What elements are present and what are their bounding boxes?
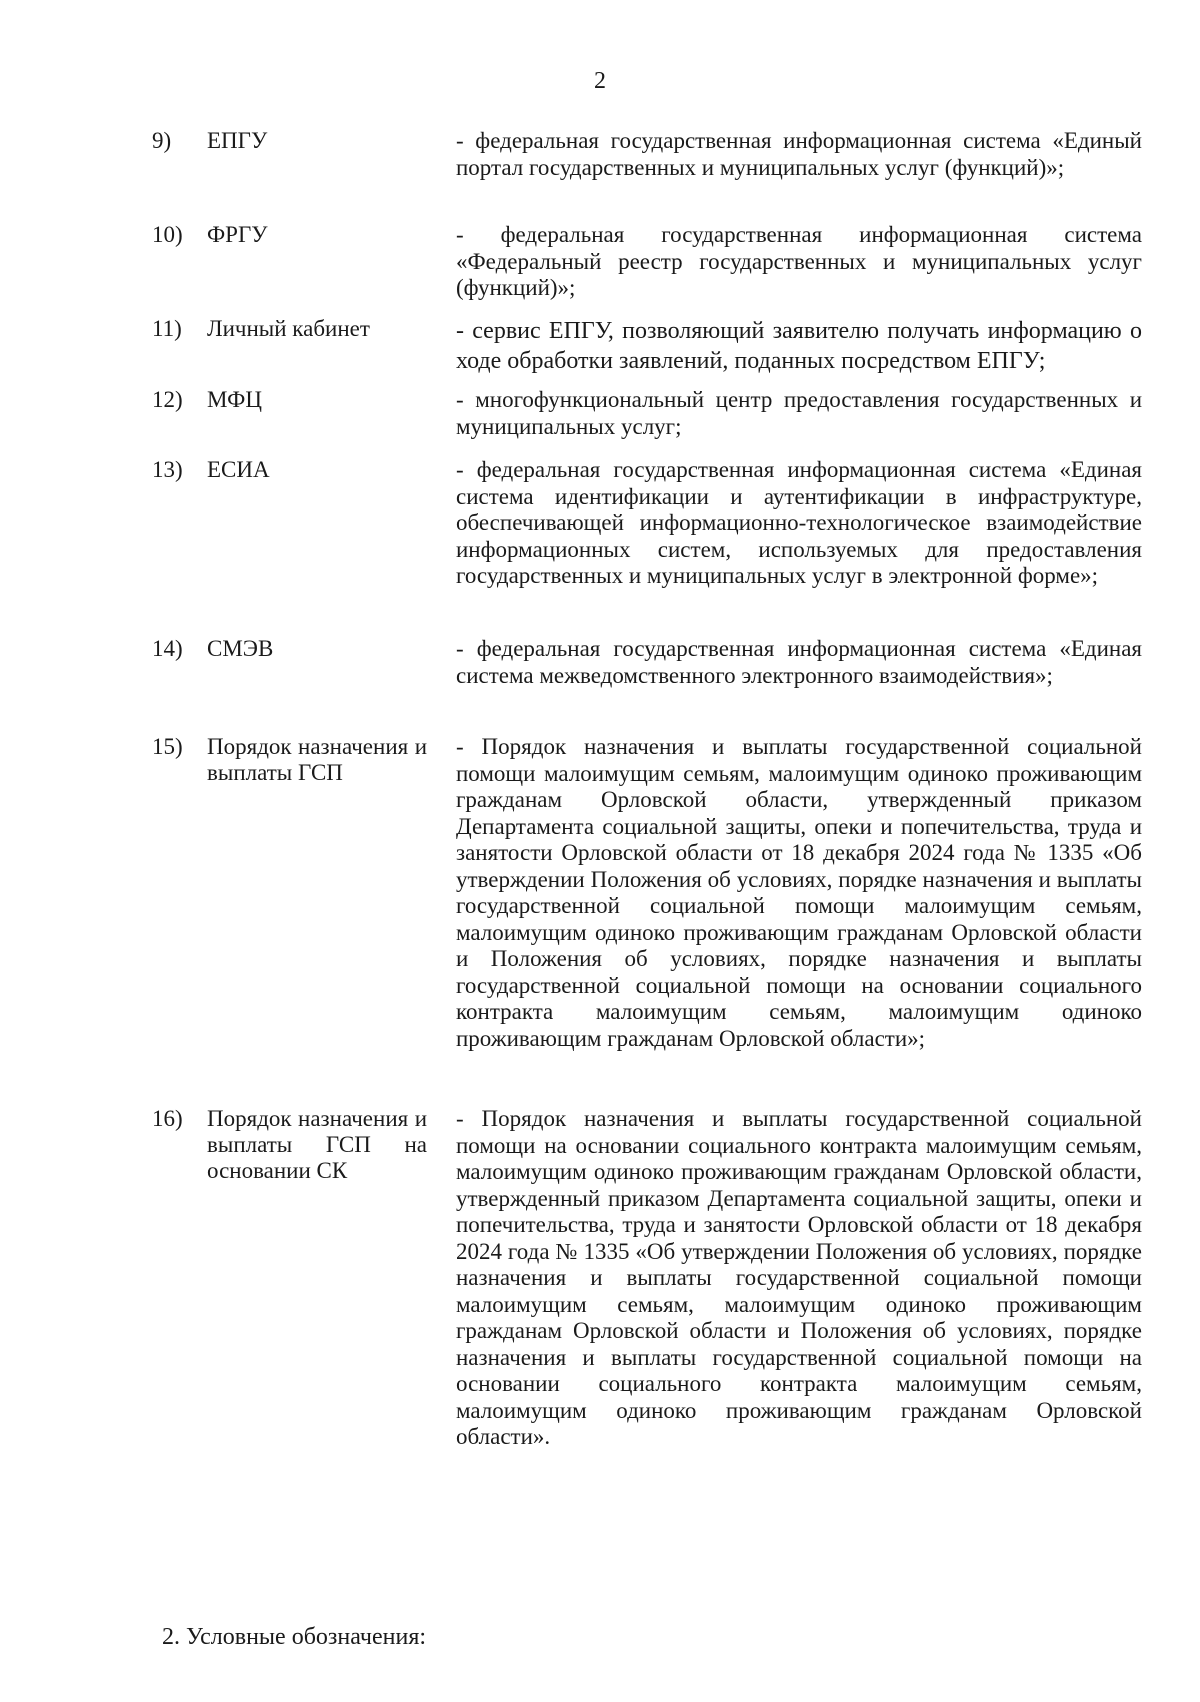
item-term: ФРГУ	[207, 222, 268, 247]
item-definition: - федеральная государственная информационная система «Единый портал государственных и муниципальных услуг (функций)»;	[456, 128, 1142, 180]
item-number: 15)	[152, 734, 183, 759]
item-term: Личный кабинет	[207, 316, 370, 341]
item-definition: - Порядок назначения и выплаты государственной социальной помощи на основании социального контракта малоимущим семьям, малоимущим одиноко проживающим гражданам Орловской области, утвержденный приказом Департамента социальной защиты, опеки и попечительства, труда и занятости Орловской области от 18 декабря 2024 года № 1335 «Об утверждении Положения об условиях, порядке назначения и выплаты государственной социальной помощи малоимущим семьям, малоимущим одиноко проживающим гражданам Орловской области и Положения об условиях, порядке назначения и выплаты государственной социальной помощи на основании социального контракта малоимущим семьям, малоимущим одиноко проживающим гражданам Орловской области».	[456, 1106, 1142, 1449]
item-term: Порядок назначения и выплаты ГСП	[207, 734, 427, 785]
item-number: 9)	[152, 128, 172, 153]
item-number: 10)	[152, 222, 183, 247]
item-number: 12)	[152, 387, 183, 412]
item-term: Порядок назначения и выплаты ГСП на основании СК	[207, 1106, 427, 1183]
item-definition: - федеральная государственная информационная система «Единая система межведомственного электронного взаимодействия»;	[456, 636, 1142, 688]
item-definition: - федеральная государственная информационная система «Федеральный реестр государственных и муниципальных услуг (функций)»;	[456, 222, 1142, 300]
item-definition: - сервис ЕПГУ, позволяющий заявителю получать информацию о ходе обработки заявлений, поданных посредством ЕПГУ;	[456, 318, 1142, 374]
page-number: 2	[594, 68, 606, 94]
item-number: 16)	[152, 1106, 183, 1131]
item-number: 14)	[152, 636, 183, 661]
item-definition: - федеральная государственная информационная система «Единая система идентификации и аутентификации в инфраструктуре, обеспечивающей информационно-технологическое взаимодействие информационных систем, используемых для предоставления государственных и муниципальных услуг в электронной форме»;	[456, 457, 1142, 588]
item-number: 13)	[152, 457, 183, 482]
item-term: МФЦ	[207, 387, 262, 412]
item-definition: - многофункциональный центр предоставления государственных и муниципальных услуг;	[456, 387, 1142, 439]
item-definition: - Порядок назначения и выплаты государственной социальной помощи малоимущим семьям, малоимущим одиноко проживающим гражданам Орловской области, утвержденный приказом Департамента социальной защиты, опеки и попечительства, труда и занятости Орловской области от 18 декабря 2024 года № 1335 «Об утверждении Положения об условиях, порядке назначения и выплаты государственной социальной помощи малоимущим семьям, малоимущим одиноко проживающим гражданам Орловской области и Положения об условиях, порядке назначения и выплаты государственной социальной помощи на основании социального контракта малоимущим семьям, малоимущим одиноко проживающим гражданам Орловской области»;	[456, 734, 1142, 1051]
item-term: ЕСИА	[207, 457, 270, 482]
item-term: СМЭВ	[207, 636, 274, 661]
section-heading: 2. Условные обозначения:	[162, 1624, 427, 1650]
item-number: 11)	[152, 316, 182, 341]
item-term: ЕПГУ	[207, 128, 268, 153]
